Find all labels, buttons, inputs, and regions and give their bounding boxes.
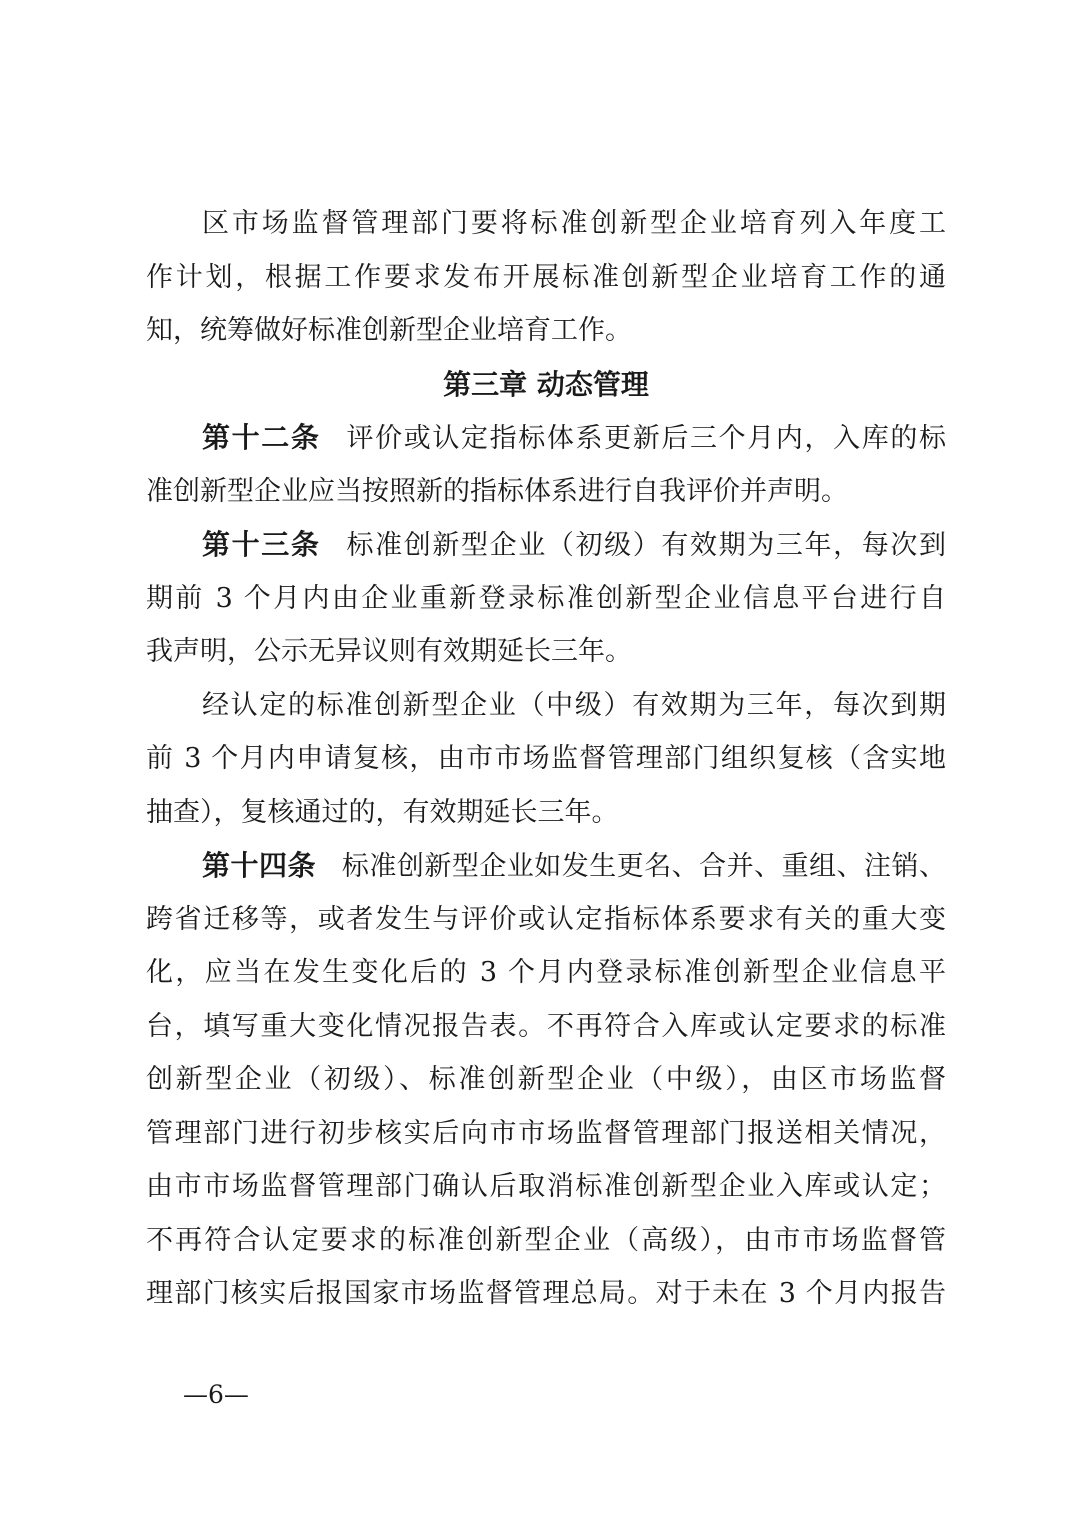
paragraph-line: 作计划，根据工作要求发布开展标准创新型企业培育工作的通 — [146, 261, 946, 293]
article-text: 评价或认定指标体系更新后三个月内，入库的标 — [346, 423, 946, 454]
paragraph-line: 管理部门进行初步核实后向市市场监督管理部门报送相关情况， — [146, 1117, 946, 1149]
paragraph-line: 创新型企业（初级）、标准创新型企业（中级），由区市场监督 — [146, 1064, 946, 1095]
paragraph-line: 期前 3 个月内由企业重新登录标准创新型企业信息平台进行自 — [146, 582, 946, 614]
paragraph-line: 跨省迁移等，或者发生与评价或认定指标体系要求有关的重大变 — [146, 903, 946, 935]
paragraph-line: 抽查），复核通过的，有效期延长三年。 — [146, 796, 619, 828]
article-number: 第十二条 — [202, 421, 321, 454]
article-text: 标准创新型企业（初级）有效期为三年，每次到 — [346, 530, 946, 561]
paragraph-line: 台，填写重大变化情况报告表。不再符合入库或认定要求的标准 — [146, 1010, 946, 1042]
article-number: 第十四条 — [202, 849, 316, 882]
paragraph-line: 区市场监督管理部门要将标准创新型企业培育列入年度工 — [202, 208, 946, 239]
article-12-line — [146, 411, 946, 465]
paragraph-line: 前 3 个月内申请复核，由市市场监督管理部门组织复核（含实地 — [146, 743, 946, 774]
paragraph-line: 我声明，公示无异议则有效期延长三年。 — [146, 636, 632, 667]
paragraph-line: 经认定的标准创新型企业（中级）有效期为三年，每次到期 — [202, 689, 946, 721]
paragraph-line: 理部门核实后报国家市场监督管理总局。对于未在 3 个月内报告 — [146, 1278, 946, 1309]
article-14-line — [146, 839, 946, 893]
paragraph-line: 化，应当在发生变化后的 3 个月内登录标准创新型企业信息平 — [146, 957, 946, 988]
article-text: 标准创新型企业如发生更名、合并、重组、注销、 — [341, 851, 946, 882]
page-number: —6— — [183, 1380, 249, 1409]
document-body — [146, 197, 946, 1321]
paragraph-line: 知，统筹做好标准创新型企业培育工作。 — [146, 315, 632, 346]
paragraph-line: 由市市场监督管理部门确认后取消标准创新型企业入库或认定； — [146, 1171, 946, 1202]
paragraph-line: 不再符合认定要求的标准创新型企业（高级），由市市场监督管 — [146, 1224, 946, 1256]
paragraph-line: 准创新型企业应当按照新的指标体系进行自我评价并声明。 — [146, 475, 848, 507]
article-13-line — [146, 518, 946, 572]
chapter-heading: 第三章 动态管理 — [443, 367, 649, 401]
article-number: 第十三条 — [202, 528, 321, 561]
